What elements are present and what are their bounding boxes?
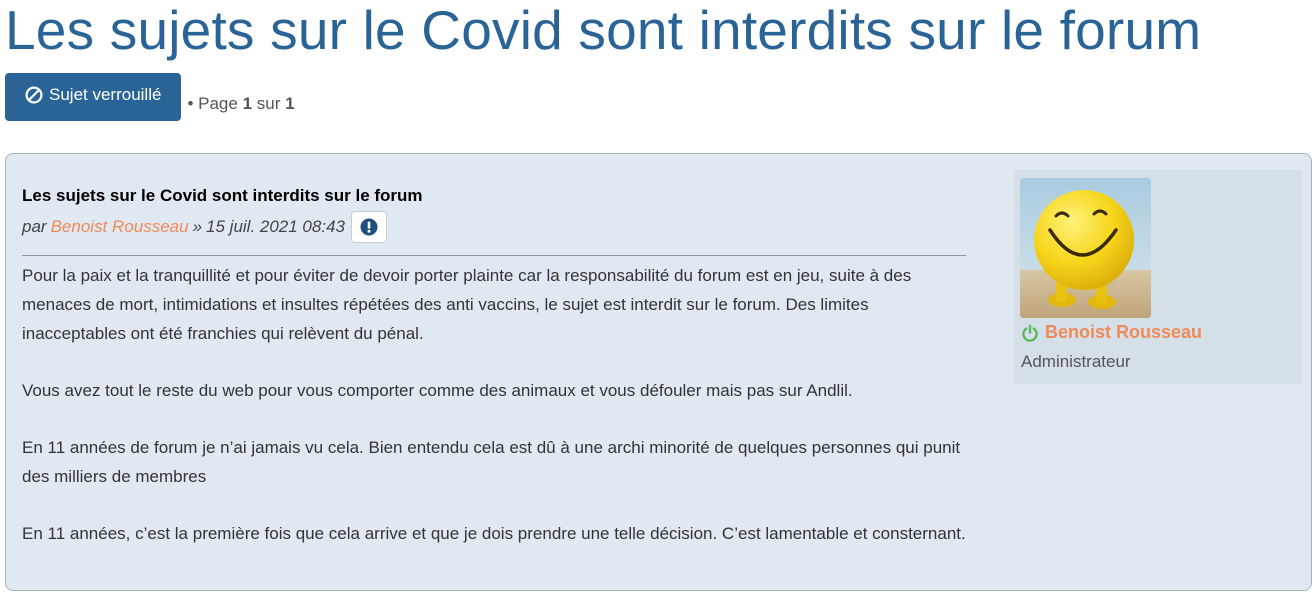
post-paragraph: Vous avez tout le reste du web pour vous comporter comme des animaux et vous défouler mais pas sur Andlil. <box>22 381 853 400</box>
pagination-separator: sur <box>256 94 281 113</box>
report-post-button[interactable] <box>351 211 387 243</box>
pagination-info <box>187 94 294 114</box>
profile-username-link[interactable]: Benoist Rousseau <box>1045 322 1203 342</box>
locked-topic-label: Sujet verrouillé <box>49 85 162 104</box>
post-paragraph: En 11 années, c’est la première fois que cela arrive et que je dois prendre une telle décision. C’est lamentable et consternant. <box>22 524 966 543</box>
avatar-smiley-image <box>1020 178 1151 318</box>
ban-icon <box>25 86 43 104</box>
pagination-prefix: • Page <box>187 94 238 113</box>
avatar[interactable] <box>1020 178 1151 318</box>
profile-name-row <box>1021 322 1202 343</box>
post <box>5 153 1312 591</box>
post-paragraph: Pour la paix et la tranquillité et pour éviter de devoir porter plainte car la responsabilité du forum est en jeu, suite à des menaces de mort, intimidations et insultes répétées des anti vaccins, le sujet est interdit sur le forum. Des limites inacceptables ont été franchies qui relèvent du pénal. <box>22 266 912 343</box>
post-date: 15 juil. 2021 08:43 <box>206 217 345 236</box>
post-meta-separator: » <box>192 217 203 236</box>
pagination-total: 1 <box>285 94 295 113</box>
post-author-link[interactable]: Benoist Rousseau <box>50 217 189 236</box>
locked-topic-button[interactable] <box>5 73 181 121</box>
post-divider <box>22 255 966 256</box>
action-bar <box>5 73 295 121</box>
topic-title[interactable]: Les sujets sur le Covid sont interdits sur le forum <box>5 0 1202 61</box>
profile-rank: Administrateur <box>1021 352 1131 371</box>
post-meta-prefix: par <box>22 217 47 236</box>
post-content <box>22 261 972 576</box>
exclamation-circle-icon <box>360 218 378 236</box>
pagination-current: 1 <box>242 94 253 113</box>
post-title[interactable]: Les sujets sur le Covid sont interdits sur le forum <box>22 186 423 205</box>
post-paragraph: En 11 années de forum je n’ai jamais vu cela. Bien entendu cela est dû à une archi minorité de quelques personnes qui punit des milliers de membres <box>22 438 961 486</box>
post-profile <box>1014 170 1302 384</box>
post-meta <box>22 211 387 243</box>
online-power-icon <box>1021 324 1039 342</box>
